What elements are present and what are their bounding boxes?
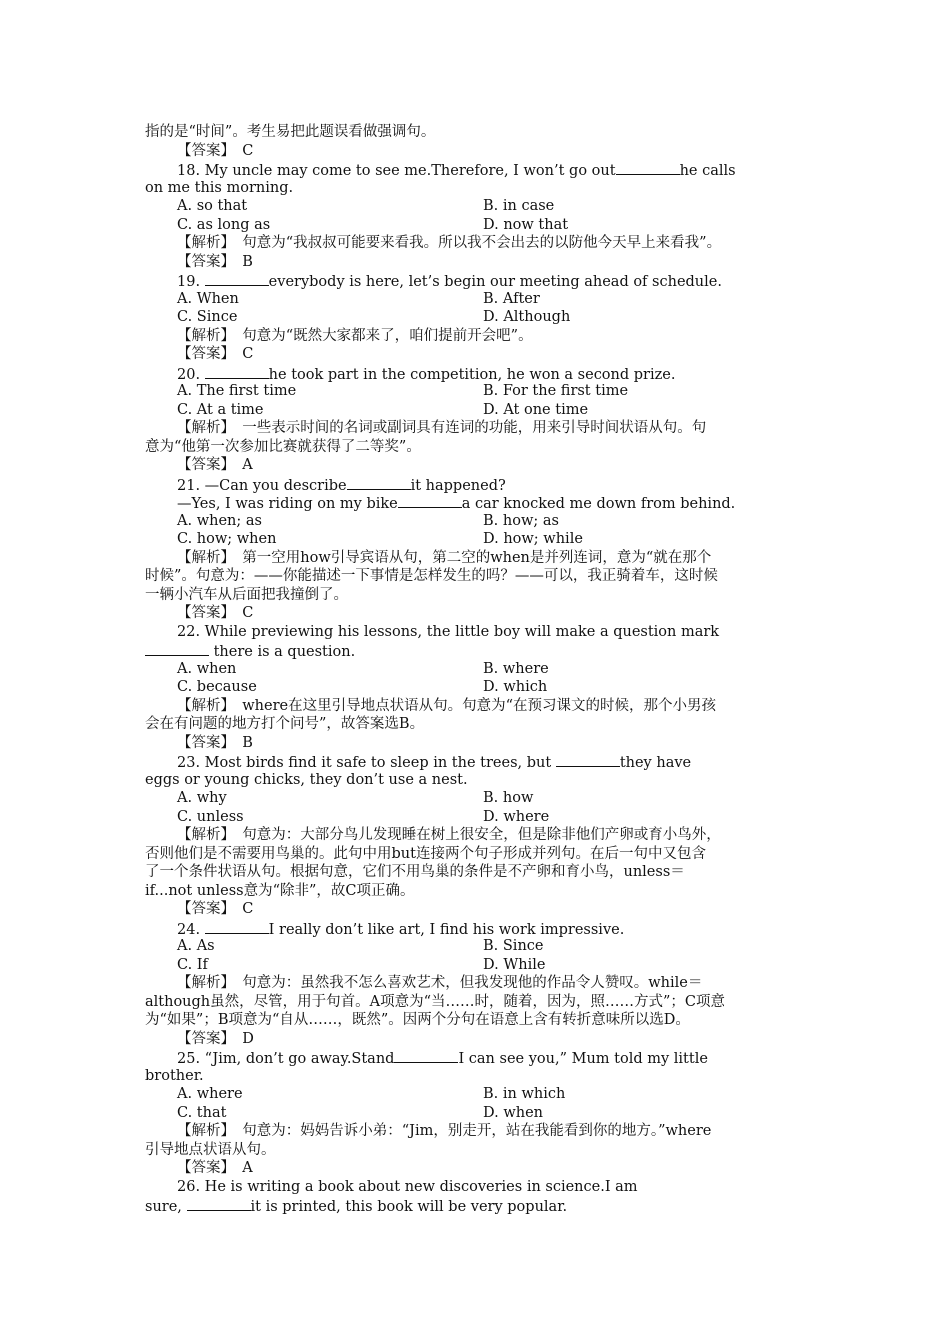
question-21-answer: 【答案】 C <box>177 605 254 621</box>
question-25-options-ab <box>145 1085 809 1104</box>
option-a: A. As <box>177 938 215 954</box>
question-21-options-cd <box>145 530 809 549</box>
option-b: B. in which <box>483 1086 566 1102</box>
question-25-stem-cont: brother. <box>145 1067 204 1084</box>
question-23-stem-cont: eggs or young chicks, they don’t use a nest. <box>145 771 468 788</box>
option-c: C. unless <box>177 808 244 825</box>
question-24-analysis-cont: 为“如果”；B项意为“自从……，既然”。因两个分句在语意上含有转折意味所以选D。 <box>145 1012 690 1028</box>
question-25-options-cd <box>145 1104 809 1123</box>
option-d: D. Although <box>483 309 571 325</box>
intro-text: 指的是“时间”。考生易把此题误看做强调句。 <box>145 124 436 140</box>
option-c: C. Since <box>177 309 238 325</box>
answer-blank <box>205 919 269 934</box>
question-22-answer: 【答案】 B <box>177 734 253 751</box>
question-23-stem: 23. Most birds find it safe to sleep in the trees, but they have <box>145 752 809 771</box>
question-23-options-ab <box>145 789 809 808</box>
question-21-analysis-cont: 时候”。句意为：——你能描述一下事情是怎样发生的吗？——可以，我正骑着车，这时候 <box>145 568 718 584</box>
question-20-analysis-cont: 意为“他第一次参加比赛就获得了二等奖”。 <box>145 438 421 455</box>
question-23-analysis-cont: if...not unless意为“除非”，故C项正确。 <box>145 882 415 899</box>
question-19-stem: 19. everybody is here, let’s begin our meeting ahead of schedule. <box>145 271 809 290</box>
answer-blank <box>616 160 680 175</box>
question-19-answer: 【答案】 C <box>177 346 254 362</box>
option-a: A. where <box>177 1086 243 1102</box>
option-d: D. where <box>483 808 550 825</box>
option-c: C. that <box>177 1104 227 1121</box>
question-18-answer: 【答案】 B <box>177 253 253 270</box>
question-21-analysis: 【解析】 第一空用how引导宾语从句，第二空的when是并列连词，意为“就在那个 <box>177 549 712 566</box>
answer-blank <box>205 271 269 286</box>
question-25-answer: 【答案】 A <box>177 1160 253 1176</box>
question-25-stem: 25. “Jim, don’t go away.Stand I can see you,” Mum told my little <box>145 1048 809 1067</box>
question-23-analysis-cont: 否则他们是不需要用鸟巢的。此句中用but连接两个句子形成并列句。在后一句中又包含 <box>145 845 706 862</box>
question-19-analysis: 【解析】 句意为“既然大家都来了，咱们提前开会吧”。 <box>177 327 533 344</box>
question-22-options-ab <box>145 660 809 679</box>
answer-blank <box>145 641 209 656</box>
option-a: A. The first time <box>177 383 297 399</box>
option-c: C. as long as <box>177 216 271 233</box>
option-b: B. For the first time <box>483 383 629 399</box>
question-25-analysis-cont: 引导地点状语从句。 <box>145 1141 276 1158</box>
question-21-analysis-cont: 一辆小汽车从后面把我撞倒了。 <box>145 586 348 603</box>
question-22-analysis-cont: 会在有问题的地方打个问号”，故答案选B。 <box>145 716 425 732</box>
option-c: C. how; when <box>177 531 277 547</box>
option-d: D. At one time <box>483 401 589 418</box>
answer-blank <box>205 364 269 379</box>
answer-blank <box>398 493 462 508</box>
question-23-options-cd <box>145 808 809 827</box>
question-24-analysis: 【解析】 句意为：虽然我不怎么喜欢艺术，但我发现他的作品令人赞叹。while＝ <box>177 975 703 991</box>
question-18-stem: 18. My uncle may come to see me.Therefore, I won’t go out he calls <box>145 160 809 179</box>
option-d: D. which <box>483 679 548 695</box>
question-20-analysis: 【解析】 一些表示时间的名词或副词具有连词的功能，用来引导时间状语从句。句 <box>177 420 707 436</box>
question-24-stem: 24. I really don’t like art, I find his work impressive. <box>145 919 809 938</box>
option-a: A. so that <box>177 198 248 214</box>
question-24-analysis-cont: although虽然，尽管，用于句首。A项意为“当……时，随着，因为，照……方式”；C项意 <box>145 993 726 1010</box>
question-20-options-cd <box>145 401 809 420</box>
option-a: A. when; as <box>177 512 262 529</box>
question-20-stem: 20. he took part in the competition, he won a second prize. <box>145 364 809 383</box>
question-24-options-ab <box>145 937 809 956</box>
option-b: B. in case <box>483 198 555 214</box>
question-20-answer: 【答案】 A <box>177 457 253 473</box>
question-18-stem-cont: on me this morning. <box>145 179 294 196</box>
option-a: A. when <box>177 660 237 677</box>
option-d: D. how; while <box>483 531 583 547</box>
answer-blank <box>347 475 411 490</box>
question-18-options-ab <box>145 197 809 216</box>
answer-blank <box>187 1196 251 1211</box>
question-24-options-cd <box>145 956 809 975</box>
option-c: C. because <box>177 679 257 695</box>
question-18-options-cd <box>145 216 809 235</box>
question-24-answer: 【答案】 D <box>177 1030 254 1047</box>
question-26-stem: 26. He is writing a book about new discoveries in science.I am <box>177 1178 638 1195</box>
option-b: B. how <box>483 790 534 806</box>
option-d: D. when <box>483 1104 543 1121</box>
option-c: C. At a time <box>177 401 264 418</box>
question-23-answer: 【答案】 C <box>177 901 254 917</box>
option-c: C. If <box>177 956 208 973</box>
option-d: D. While <box>483 956 546 973</box>
document-page <box>145 123 809 1215</box>
answer-label: 【答案】 C <box>177 142 254 159</box>
question-23-analysis: 【解析】 句意为：大部分鸟儿发现睡在树上很安全，但是除非他们产卵或育小鸟外， <box>177 827 721 843</box>
question-21-reply: —Yes, I was riding on my bike a car knocked me down from behind. <box>145 493 809 512</box>
option-b: B. After <box>483 290 540 307</box>
option-a: A. why <box>177 790 227 806</box>
question-21-stem: 21. —Can you describe it happened? <box>145 475 809 494</box>
option-a: A. When <box>177 290 239 307</box>
question-22-analysis: 【解析】 where在这里引导地点状语从句。句意为“在预习课文的时候，那个小男孩 <box>177 697 717 714</box>
question-23-analysis-cont: 了一个条件状语从句。根据句意，它们不用鸟巢的条件是不产卵和育小鸟，unless＝ <box>145 864 685 880</box>
question-22-options-cd <box>145 678 809 697</box>
question-26-stem-cont: sure, it is printed, this book will be very popular. <box>145 1196 809 1215</box>
question-19-options-ab <box>145 290 809 309</box>
question-22-stem-cont: there is a question. <box>145 641 809 660</box>
question-25-analysis: 【解析】 句意为：妈妈告诉小弟：“Jim，别走开，站在我能看到你的地方。”where <box>177 1123 712 1139</box>
option-b: B. where <box>483 660 549 677</box>
answer-blank <box>556 752 620 767</box>
option-d: D. now that <box>483 216 569 233</box>
question-19-options-cd <box>145 308 809 327</box>
question-22-stem: 22. While previewing his lessons, the little boy will make a question mark <box>177 623 720 640</box>
answer-blank <box>394 1048 458 1063</box>
option-b: B. Since <box>483 938 544 954</box>
question-21-options-ab <box>145 512 809 531</box>
question-20-options-ab <box>145 382 809 401</box>
question-18-analysis: 【解析】 句意为“我叔叔可能要来看我。所以我不会出去的以防他今天早上来看我”。 <box>177 235 722 251</box>
option-b: B. how; as <box>483 512 559 529</box>
